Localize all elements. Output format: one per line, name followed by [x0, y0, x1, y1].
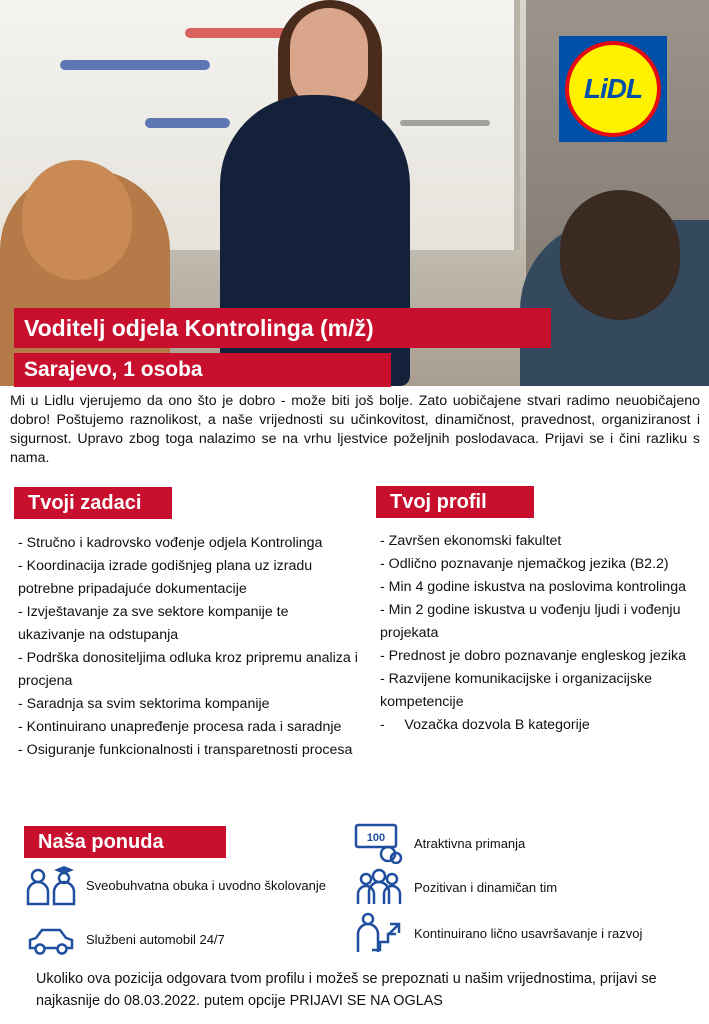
board-scribble — [400, 120, 490, 126]
lidl-logo — [559, 36, 667, 142]
list-item: - Min 4 godine iskustva na poslovima kontrolinga — [380, 579, 686, 595]
lidl-logo-text: LiDL — [583, 73, 643, 104]
job-title: Voditelj odjela Kontrolinga (m/ž) — [14, 308, 551, 348]
list-item: - Izvještavanje za sve sektore kompanije te ukazivanje na odstupanja — [18, 604, 289, 643]
offer-text: Službeni automobil 24/7 — [86, 931, 225, 947]
list-item: - Koordinacija izrade godišnjeg plana uz izradu potrebne pripadajuće dokumentacije — [18, 558, 313, 597]
list-item: - Završen ekonomski fakultet — [380, 533, 562, 549]
list-item: - Stručno i kadrovsko vođenje odjela Kontrolinga — [18, 535, 323, 551]
car-icon — [26, 918, 76, 960]
list-item: - Osiguranje funkcionalnosti i transparetnosti procesa — [18, 742, 353, 758]
list-item: - Podrška donositeljima odluka kroz pripremu analiza i procjena — [18, 650, 358, 689]
profile-heading: Tvoj profil — [376, 486, 534, 518]
board-scribble — [60, 60, 210, 70]
attendee-right-head — [560, 190, 680, 320]
list-item: - Prednost je dobro poznavanje engleskog jezika — [380, 648, 687, 664]
apply-instructions: Ukoliko ova pozicija odgovara tvom profilu i možeš se prepoznati u našim vrijednostima, prijavi se najkasnije do 08.03.2022. putem opcije PRIJAVI SE NA OGLAS — [36, 971, 657, 1009]
growth-icon — [354, 912, 404, 954]
offer-item — [26, 864, 326, 906]
offer-item — [26, 918, 326, 960]
list-item: - Kontinuirano unapređenje procesa rada i saradnje — [18, 719, 342, 735]
profile-list — [380, 530, 702, 737]
list-item: - Vozačka dozvola B kategorije — [380, 717, 590, 733]
offer-text: Kontinuirano lično usavršavanje i razvoj — [414, 925, 643, 941]
offer-item — [354, 912, 694, 954]
offer-heading: Naša ponuda — [24, 826, 226, 858]
offer-item — [354, 866, 694, 908]
offer-text: Pozitivan i dinamičan tim — [414, 879, 558, 895]
list-item: - Min 2 godine iskustva u vođenju ljudi i vođenju projekata — [380, 602, 681, 641]
list-item: - Razvijene komunikacijske i organizacijske kompetencije — [380, 671, 653, 710]
training-icon — [26, 864, 76, 906]
board-scribble — [145, 118, 230, 128]
tasks-heading: Tvoji zadaci — [14, 487, 172, 519]
money-icon-text: 100 — [366, 832, 386, 844]
money-icon — [354, 822, 404, 864]
list-item: - Saradnja sa svim sektorima kompanije — [18, 696, 270, 712]
team-icon — [354, 866, 404, 908]
offer-item — [354, 822, 694, 864]
intro-text: Mi u Lidlu vjerujemo da ono što je dobro - može biti još bolje. Zato uobičajene stvari radimo neuobičajeno dobro! Poštujemo raznolikost, a naše vrijednosti su učinkovitost, dinamičnost, pravednost, organiziranost i sigurnost. Upravo zbog toga nalazimo se na vrhu ljestvice poželjnih poslodavaca. Prijavi se i čini razliku s nama. — [10, 393, 700, 466]
presenter-face — [290, 8, 368, 108]
list-item: - Odlično poznavanje njemačkog jezika (B2.2) — [380, 556, 669, 572]
offer-text: Sveobuhvatna obuka i uvodno školovanje — [86, 877, 326, 893]
tasks-list — [18, 532, 358, 762]
offer-text: Atraktivna primanja — [414, 835, 526, 851]
job-location: Sarajevo, 1 osoba — [14, 353, 391, 387]
lidl-logo-ring — [565, 41, 661, 137]
attendee-left-head — [22, 160, 132, 280]
